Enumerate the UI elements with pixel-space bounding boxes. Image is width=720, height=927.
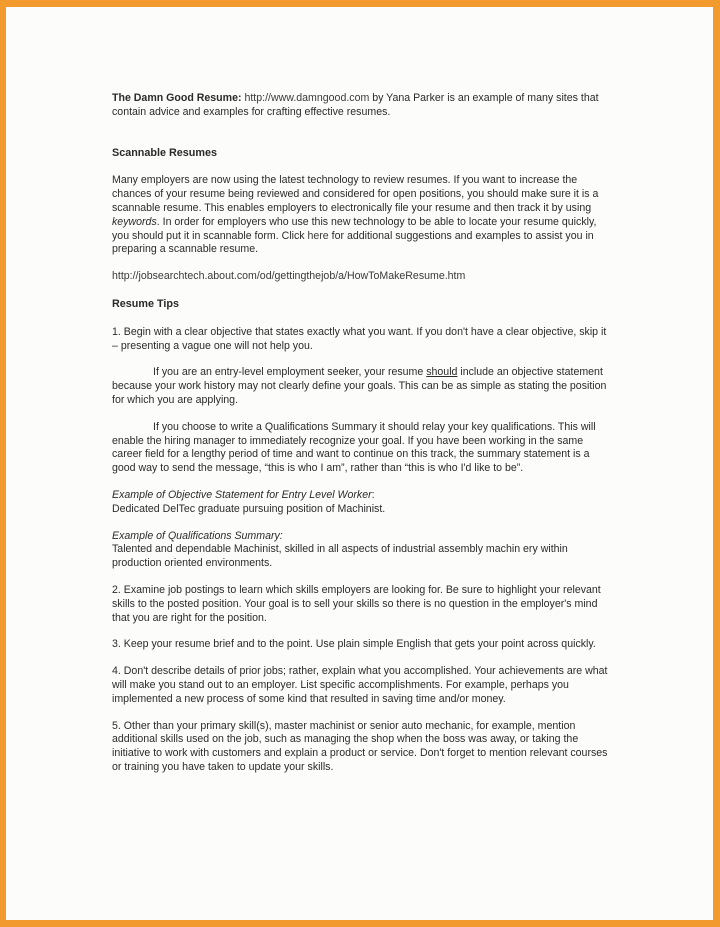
scannable-text-a: Many employers are now using the latest technology to review resumes. If you want to increase the chances of your resume being reviewed and considered for open positions, you should make sure it is a scannable resume. This enables employers to electronically file your resume and then track it by using xyxy=(112,174,599,214)
example-objective-text: Dedicated DelTec graduate pursuing position of Machinist. xyxy=(112,502,386,515)
example-qualifications-label: Example of Qualifications Summary: xyxy=(112,529,283,542)
qualifications-paragraph: If you choose to write a Qualifications Summary it should relay your key qualifications. This will enable the hiring manager to immediately recognize your goal. If you have been working in the same career field for a lengthy period of time and want to continue on this track, the summary statement is a good way to send the message, “this is who I am”, rather than “this is who I'd like to be”. xyxy=(112,420,596,475)
document-body xyxy=(112,92,612,788)
scannable-text-c: for additional suggestions and examples to assist you in preparing a scannable resume. xyxy=(112,229,594,256)
tip-1: 1. Begin with a clear objective that states exactly what you want. If you don't have a clear objective, skip it – presenting a vague one will not help you. xyxy=(112,325,607,352)
tips-heading: Resume Tips xyxy=(112,297,180,310)
scannable-heading: Scannable Resumes xyxy=(112,146,218,159)
entry-text-a: If you are an entry-level employment seeker, your resume xyxy=(153,366,427,379)
tip-4: 4. Don't describe details of prior jobs; rather, explain what you accomplished. Your achievements are what will make you stand out to an employer. List specific accomplishments. For example, perhaps you implemented a new process of some kind that resulted in saving time and/or money. xyxy=(112,665,608,705)
document-page xyxy=(6,7,713,920)
scannable-text-b: . In order for employers who use this new technology to be able to locate your resume quickly, you should put it in scannable form. Click xyxy=(112,215,597,242)
intro-paragraph xyxy=(112,92,612,120)
entry-text-b: include an objective statement because your work history may not clearly define your goals. This can be as simple as stating the position for which you are applying. xyxy=(112,366,607,406)
should-text: should xyxy=(426,366,458,379)
example-objective-label: Example of Objective Statement for Entry Level Worker xyxy=(112,488,372,501)
keywords-text: keywords xyxy=(112,215,157,228)
intro-text: by Yana Parker is an example of many sites that contain advice and examples for crafting effective resumes. xyxy=(112,92,599,118)
example-objective-colon: : xyxy=(371,488,375,501)
jobsearchtech-link[interactable]: http://jobsearchtech.about.com/od/gettingthejob/a/HowToMakeResume.htm xyxy=(112,270,466,283)
tip-3: 3. Keep your resume brief and to the point. Use plain simple English that gets your point across quickly. xyxy=(112,638,596,651)
example-qualifications xyxy=(112,530,612,571)
here-link[interactable]: here xyxy=(307,229,329,242)
example-objective xyxy=(112,489,612,517)
example-qualifications-text: Talented and dependable Machinist, skilled in all aspects of industrial assembly machin ery within production oriented environments. xyxy=(112,543,568,570)
entry-level-paragraph xyxy=(112,366,612,407)
scannable-paragraph xyxy=(112,174,612,257)
damngood-link[interactable]: http://www.damngood.com xyxy=(244,92,370,104)
tip-2: 2. Examine job postings to learn which skills employers are looking for. Be sure to highlight your relevant skills to the posted position. Your goal is to sell your skills so there is no question in the employer's mind that you are right for the position. xyxy=(112,583,601,624)
intro-title: The Damn Good Resume: xyxy=(112,92,242,104)
tip-5: 5. Other than your primary skill(s), master machinist or senior auto mechanic, for example, mention additional skills used on the job, such as managing the shop when the boss was away, or taking the initiative to work with customers and explain a product or service. Don't forget to mention relevant courses or training you have taken to update your skills. xyxy=(112,719,608,773)
